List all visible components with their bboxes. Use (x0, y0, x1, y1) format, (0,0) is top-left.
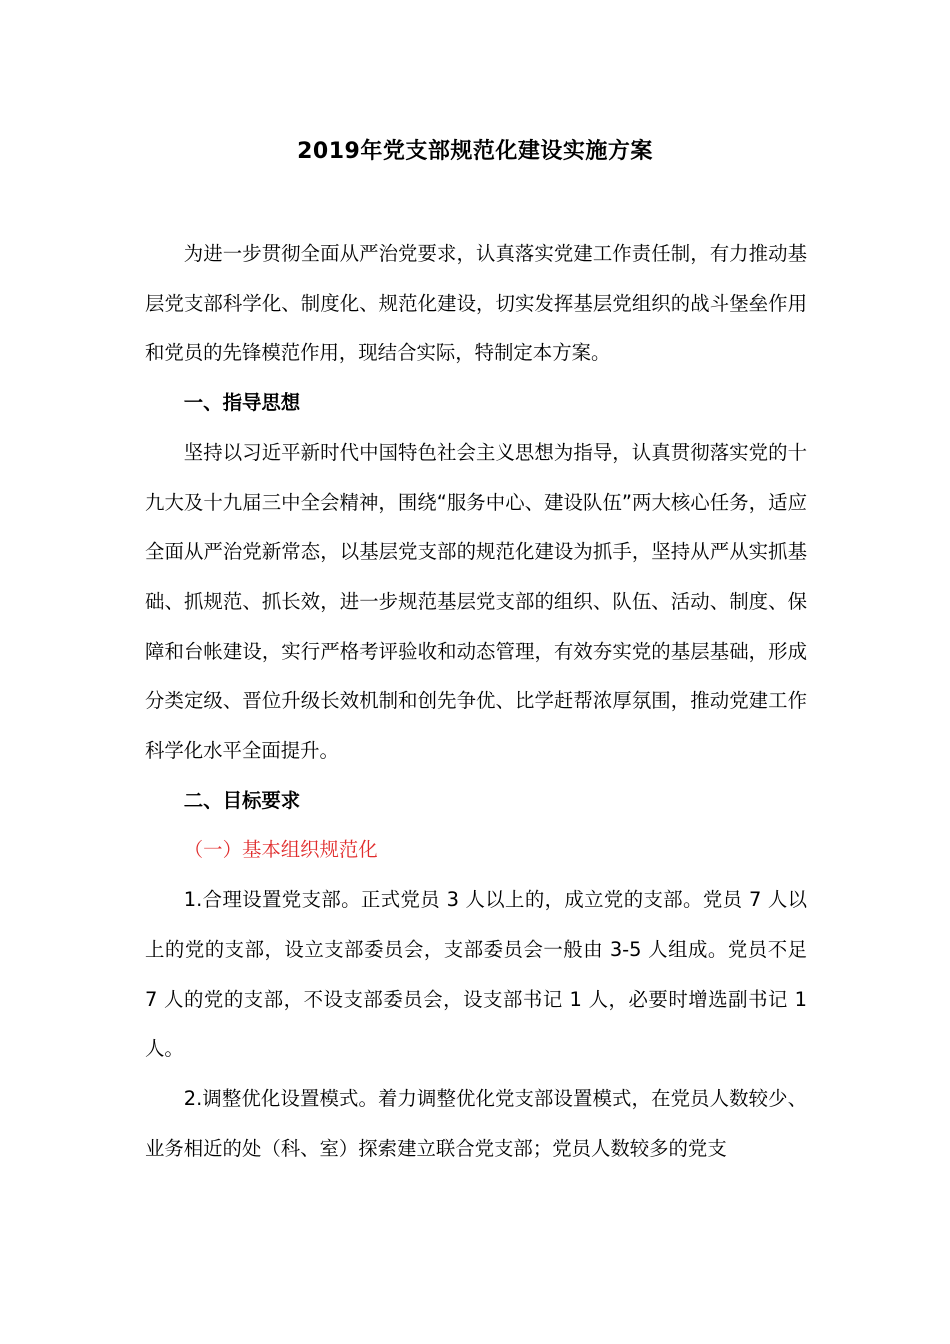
guiding-ideology-paragraph: 坚持以习近平新时代中国特色社会主义思想为指导，认真贯彻落实党的十九大及十九届三中全会精神，围绕“服务中心、建设队伍”两大核心任务，适应全面从严治党新常态，以基层党支部的规范化建设为抓手，坚持从严从实抓基础、抓规范、抓长效，进一步规范基层党支部的组织、队伍、活动、制度、保障和台帐建设，实行严格考评验收和动态管理，有效夯实党的基层基础，形成分类定级、晋位升级长效机制和创先争优、比学赶帮浓厚氛围，推动党建工作科学化水平全面提升。 (145, 440, 807, 763)
section-heading-goals: 二、目标要求 (183, 788, 301, 812)
document-body (145, 229, 807, 1173)
intro-paragraph: 为进一步贯彻全面从严治党要求，认真落实党建工作责任制，有力推动基层党支部科学化、制度化、规范化建设，切实发挥基层党组织的战斗堡垒作用和党员的先锋模范作用，现结合实际，特制定本方案。 (145, 242, 807, 365)
item-2-paragraph: 2.调整优化设置模式。着力调整优化党支部设置模式，在党员人数较少、业务相近的处（科、室）探索建立联合党支部；党员人数较多的党支 (145, 1086, 807, 1160)
item-1-paragraph: 1.合理设置党支部。正式党员 3 人以上的，成立党的支部。党员 7 人以上的党的支部，设立支部委员会，支部委员会一般由 3-5 人组成。党员不足 7 人的党的支部，不设支部委员会，设支部书记 1 人，必要时增选副书记 1 人。 (145, 888, 807, 1061)
subsection-heading-basic-organization: （一）基本组织规范化 (183, 838, 378, 862)
section-heading-guiding-ideology: 一、指导思想 (183, 391, 301, 415)
document-title: 2019年党支部规范化建设实施方案 (297, 139, 653, 164)
